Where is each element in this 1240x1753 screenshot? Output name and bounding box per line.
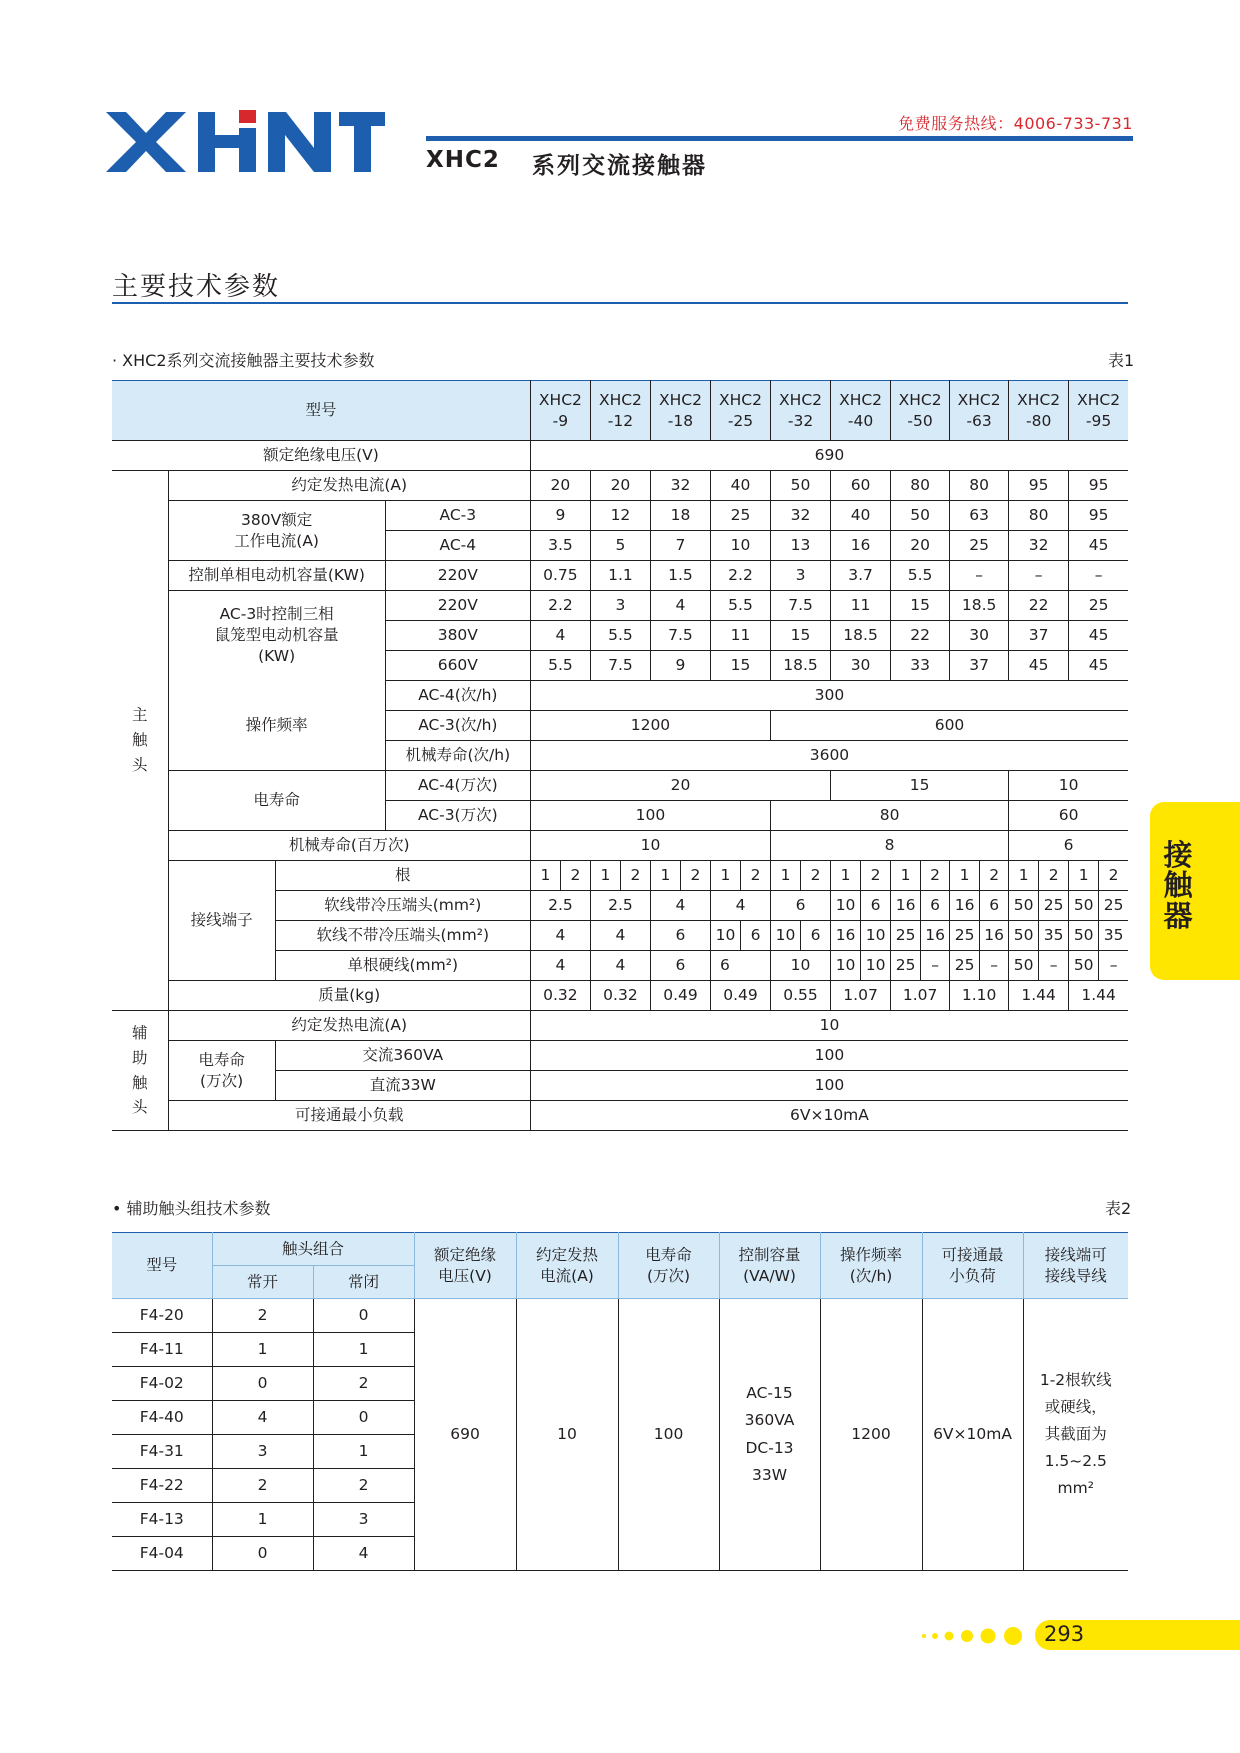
- data-cell: 10: [831, 891, 861, 921]
- data-cell: 6: [650, 921, 710, 951]
- table-row: [112, 861, 1128, 891]
- data-cell: 1: [212, 1503, 313, 1537]
- data-cell: 20: [891, 531, 950, 561]
- data-cell: 2: [212, 1469, 313, 1503]
- model-header: 型号: [112, 381, 530, 441]
- data-cell: 7.5: [771, 591, 831, 621]
- data-cell: 0.75: [530, 561, 590, 591]
- thermal-current-label: 约定发热电流(A): [168, 471, 530, 501]
- table-row: [112, 561, 1128, 591]
- data-cell: 50: [1009, 921, 1039, 951]
- data-cell: 2: [680, 861, 710, 891]
- data-cell: 2: [861, 861, 891, 891]
- table-row: [112, 981, 1128, 1011]
- data-cell: 25: [891, 921, 921, 951]
- table-row: [112, 1233, 1128, 1266]
- ac3-label: AC-3: [385, 501, 530, 531]
- data-cell: 0: [212, 1367, 313, 1401]
- insulation-label: 额定绝缘电压(V): [112, 441, 530, 471]
- data-cell: 16: [921, 921, 950, 951]
- data-cell: 6: [980, 891, 1009, 921]
- data-cell: 1: [313, 1333, 414, 1367]
- model-cell: XHC2 -95: [1069, 381, 1128, 441]
- data-cell: 3: [212, 1435, 313, 1469]
- data-cell: 60: [831, 471, 891, 501]
- data-cell: 80: [771, 801, 1009, 831]
- data-cell: 2: [313, 1367, 414, 1401]
- data-cell: 15: [771, 621, 831, 651]
- product-series-code: XHC2: [426, 147, 500, 173]
- service-hotline: 免费服务热线：4006-733-731: [898, 114, 1133, 133]
- capacity-value: AC-15 360VA DC-13 33W: [719, 1299, 820, 1571]
- data-cell: 6: [771, 891, 831, 921]
- aux-contact-group-table: [112, 1232, 1128, 1571]
- model-cell: XHC2 -50: [891, 381, 950, 441]
- data-cell: 1.5: [650, 561, 710, 591]
- electrical-life-label: 电寿命: [168, 771, 385, 831]
- data-cell: 600: [771, 711, 1128, 741]
- freq-mech-label: 机械寿命(次/h): [385, 741, 530, 771]
- data-cell: 3: [771, 561, 831, 591]
- data-cell: 1: [590, 861, 620, 891]
- three-phase-motor-label: AC-3时控制三相 鼠笼型电动机容量 (KW): [168, 591, 385, 681]
- data-cell: 1.44: [1009, 981, 1069, 1011]
- data-cell: 18.5: [950, 591, 1009, 621]
- data-cell: 1: [650, 861, 680, 891]
- model-cell: XHC2 -40: [831, 381, 891, 441]
- data-cell: 11: [710, 621, 770, 651]
- data-cell: 300: [530, 681, 1128, 711]
- data-cell: 18.5: [771, 651, 831, 681]
- data-cell: 80: [891, 471, 950, 501]
- category-side-tab-label: 接 触 器: [1163, 838, 1193, 933]
- data-cell: 80: [1009, 501, 1069, 531]
- model-cell: XHC2 -32: [771, 381, 831, 441]
- roots-label: 根: [275, 861, 530, 891]
- data-cell: 95: [1069, 501, 1128, 531]
- data-cell: 2: [560, 861, 590, 891]
- data-cell: 1: [212, 1333, 313, 1367]
- data-cell: 9: [530, 501, 590, 531]
- data-cell: 4: [710, 891, 770, 921]
- contact-group-header: 触头组合: [212, 1233, 414, 1266]
- data-cell: 40: [710, 471, 770, 501]
- model-cell: F4-11: [112, 1333, 212, 1367]
- life-ac3-label: AC-3(万次): [385, 801, 530, 831]
- data-cell: 18: [650, 501, 710, 531]
- data-cell: 1.07: [891, 981, 950, 1011]
- mechanical-life-label: 机械寿命(百万次): [168, 831, 530, 861]
- data-cell: 0: [313, 1299, 414, 1333]
- data-cell: 4: [650, 891, 710, 921]
- data-cell: 25: [710, 501, 770, 531]
- data-cell: 6: [801, 921, 831, 951]
- data-cell: 100: [530, 1071, 1128, 1101]
- data-cell: 37: [950, 651, 1009, 681]
- data-cell: 1.07: [831, 981, 891, 1011]
- data-cell: 10: [530, 831, 770, 861]
- data-cell: 2: [980, 861, 1009, 891]
- data-cell: 7: [650, 531, 710, 561]
- data-cell: 0.32: [590, 981, 650, 1011]
- data-cell: 2: [620, 861, 650, 891]
- model-cell: XHC2 -80: [1009, 381, 1069, 441]
- decorative-dots-icon: [920, 1626, 1040, 1646]
- single-motor-label: 控制单相电动机容量(KW): [168, 561, 385, 591]
- table-row: [112, 681, 1128, 711]
- aux-thermal-label: 约定发热电流(A): [168, 1011, 530, 1041]
- data-cell: 10: [710, 531, 770, 561]
- data-cell: 16: [950, 891, 980, 921]
- operating-frequency-label: 操作频率: [168, 681, 385, 771]
- table-row: [112, 1011, 1128, 1041]
- main-parameters-table: [112, 380, 1128, 1131]
- data-cell: 3.5: [530, 531, 590, 561]
- data-cell: –: [980, 951, 1009, 981]
- data-cell: 15: [710, 651, 770, 681]
- data-cell: 15: [891, 591, 950, 621]
- voltage-380-label: 380V: [385, 621, 530, 651]
- model-cell: XHC2 -25: [710, 381, 770, 441]
- data-cell: 60: [1009, 801, 1128, 831]
- data-cell: 45: [1069, 621, 1128, 651]
- data-cell: 18.5: [831, 621, 891, 651]
- data-cell: 50: [891, 501, 950, 531]
- data-cell: 10: [771, 951, 831, 981]
- data-cell: 5.5: [530, 651, 590, 681]
- table-row: [112, 471, 1128, 501]
- data-cell: 4: [530, 621, 590, 651]
- data-cell: 1: [530, 861, 560, 891]
- data-cell: 1: [831, 861, 861, 891]
- data-cell: 6: [861, 891, 891, 921]
- insulation-value: 690: [414, 1299, 516, 1571]
- data-cell: 0.32: [530, 981, 590, 1011]
- data-cell: 1: [313, 1435, 414, 1469]
- data-cell: 25: [1039, 891, 1069, 921]
- data-cell: 25: [1099, 891, 1128, 921]
- model-cell: F4-02: [112, 1367, 212, 1401]
- life-ac4-label: AC-4(万次): [385, 771, 530, 801]
- data-cell: 1: [950, 861, 980, 891]
- data-cell: 1.10: [950, 981, 1009, 1011]
- data-cell: 16: [831, 921, 861, 951]
- data-cell: 25: [950, 531, 1009, 561]
- data-cell: 2: [313, 1469, 414, 1503]
- data-cell: 4: [313, 1537, 414, 1571]
- data-cell: 25: [950, 951, 980, 981]
- freq-ac4-label: AC-4(次/h): [385, 681, 530, 711]
- data-cell: 4: [590, 951, 650, 981]
- header-rule: [426, 136, 1133, 141]
- data-cell: 2: [801, 861, 831, 891]
- freq-ac3-label: AC-3(次/h): [385, 711, 530, 741]
- data-cell: –: [921, 951, 950, 981]
- data-cell: 2: [1099, 861, 1128, 891]
- table-row: [112, 1299, 1128, 1333]
- data-cell: 22: [1009, 591, 1069, 621]
- data-cell: 45: [1069, 531, 1128, 561]
- data-cell: 1: [1009, 861, 1039, 891]
- data-cell: 63: [950, 501, 1009, 531]
- wire-header: 接线端可 接线导线: [1023, 1233, 1128, 1299]
- data-cell: 50: [1009, 951, 1039, 981]
- data-cell: 50: [771, 471, 831, 501]
- main-contact-label: 主 触 头: [112, 471, 168, 1011]
- data-cell: 35: [1099, 921, 1128, 951]
- data-cell: 2.2: [710, 561, 770, 591]
- page-number: 293: [1044, 1622, 1085, 1646]
- data-cell: 50: [1069, 891, 1099, 921]
- data-cell: 3: [590, 591, 650, 621]
- data-cell: 11: [831, 591, 891, 621]
- data-cell: 2.2: [530, 591, 590, 621]
- soft-wire-with-lug-label: 软线带冷压端头(mm²): [275, 891, 530, 921]
- section-rule: [112, 302, 1128, 304]
- data-cell: 2.5: [590, 891, 650, 921]
- model-cell: F4-20: [112, 1299, 212, 1333]
- data-cell: 16: [980, 921, 1009, 951]
- data-cell: 25: [950, 921, 980, 951]
- min-load-header: 可接通最 小负荷: [922, 1233, 1023, 1299]
- frequency-value: 1200: [820, 1299, 922, 1571]
- data-cell: 95: [1069, 471, 1128, 501]
- model-cell: F4-04: [112, 1537, 212, 1571]
- single-hard-wire-label: 单根硬线(mm²): [275, 951, 530, 981]
- data-cell: 100: [530, 1041, 1128, 1071]
- normally-open-header: 常开: [212, 1266, 313, 1299]
- frequency-header: 操作频率 (次/h): [820, 1233, 922, 1299]
- data-cell: 30: [950, 621, 1009, 651]
- data-cell: 5.5: [891, 561, 950, 591]
- xhnt-logo: [104, 106, 386, 176]
- data-cell: 16: [891, 891, 921, 921]
- data-cell: 16: [831, 531, 891, 561]
- data-cell: 32: [771, 501, 831, 531]
- aux-dc-label: 直流33W: [275, 1071, 530, 1101]
- aux-min-load-label: 可接通最小负载: [168, 1101, 530, 1131]
- data-cell: 10: [831, 951, 861, 981]
- data-cell: 10: [530, 1011, 1128, 1041]
- data-cell: 3600: [530, 741, 1128, 771]
- data-cell: 9: [650, 651, 710, 681]
- data-cell: 80: [950, 471, 1009, 501]
- data-cell: 37: [1009, 621, 1069, 651]
- data-cell: 0: [313, 1401, 414, 1435]
- data-cell: 5: [590, 531, 650, 561]
- data-cell: –: [1009, 561, 1069, 591]
- min-load-value: 6V×10mA: [922, 1299, 1023, 1571]
- insulation-header: 额定绝缘 电压(V): [414, 1233, 516, 1299]
- data-cell: 2: [741, 861, 771, 891]
- data-cell: 20: [590, 471, 650, 501]
- data-cell: 1: [710, 861, 740, 891]
- soft-wire-without-lug-label: 软线不带冷压端头(mm²): [275, 921, 530, 951]
- data-cell: 4: [590, 921, 650, 951]
- data-cell: 22: [891, 621, 950, 651]
- data-cell: 1.1: [590, 561, 650, 591]
- data-cell: 0.55: [771, 981, 831, 1011]
- data-cell: 7.5: [590, 651, 650, 681]
- data-cell: 4: [530, 921, 590, 951]
- table2-tag: 表2: [1105, 1199, 1132, 1218]
- data-cell: 4: [212, 1401, 313, 1435]
- aux-life-label: 电寿命 (万次): [168, 1041, 275, 1101]
- table-row: [112, 831, 1128, 861]
- data-cell: 12: [590, 501, 650, 531]
- data-cell: 6: [1009, 831, 1128, 861]
- data-cell: 1: [771, 861, 801, 891]
- model-cell: F4-31: [112, 1435, 212, 1469]
- data-cell: 10: [771, 921, 801, 951]
- model-cell: XHC2 -9: [530, 381, 590, 441]
- table-row: [112, 441, 1128, 471]
- ac4-label: AC-4: [385, 531, 530, 561]
- table2-caption: • 辅助触头组技术参数: [112, 1199, 271, 1218]
- mass-label: 质量(kg): [168, 981, 530, 1011]
- data-cell: 7.5: [650, 621, 710, 651]
- life-header: 电寿命 (万次): [618, 1233, 719, 1299]
- model-cell: F4-40: [112, 1401, 212, 1435]
- data-cell: 20: [530, 471, 590, 501]
- data-cell: 13: [771, 531, 831, 561]
- data-cell: 45: [1069, 651, 1128, 681]
- model-header: 型号: [112, 1233, 212, 1299]
- data-cell: 6: [710, 951, 770, 981]
- data-cell: 6V×10mA: [530, 1101, 1128, 1131]
- model-cell: F4-13: [112, 1503, 212, 1537]
- table1-caption: · XHC2系列交流接触器主要技术参数: [112, 351, 375, 370]
- voltage-660-label: 660V: [385, 651, 530, 681]
- data-cell: 0.49: [710, 981, 770, 1011]
- life-value: 100: [618, 1299, 719, 1571]
- data-cell: 35: [1039, 921, 1069, 951]
- data-cell: 32: [650, 471, 710, 501]
- data-cell: 0: [212, 1537, 313, 1571]
- data-cell: 4: [530, 951, 590, 981]
- model-cell: XHC2 -18: [650, 381, 710, 441]
- table-row: [112, 501, 1128, 531]
- data-cell: 6: [650, 951, 710, 981]
- data-cell: 1.44: [1069, 981, 1128, 1011]
- model-cell: XHC2 -63: [950, 381, 1009, 441]
- voltage-220-label: 220V: [385, 591, 530, 621]
- data-cell: 50: [1069, 951, 1099, 981]
- data-cell: 1200: [530, 711, 770, 741]
- data-cell: 4: [650, 591, 710, 621]
- data-cell: 1: [1069, 861, 1099, 891]
- data-cell: 1: [891, 861, 921, 891]
- data-cell: 3.7: [831, 561, 891, 591]
- table-row: [112, 381, 1128, 441]
- data-cell: 20: [530, 771, 830, 801]
- table-row: [112, 591, 1128, 621]
- data-cell: 5.5: [590, 621, 650, 651]
- data-cell: 50: [1009, 891, 1039, 921]
- data-cell: 5.5: [710, 591, 770, 621]
- data-cell: 2.5: [530, 891, 590, 921]
- data-cell: 45: [1009, 651, 1069, 681]
- data-cell: 3: [313, 1503, 414, 1537]
- terminal-label: 接线端子: [168, 861, 275, 981]
- data-cell: 30: [831, 651, 891, 681]
- data-cell: 25: [1069, 591, 1128, 621]
- table1-tag: 表1: [1108, 351, 1135, 370]
- data-cell: 0.49: [650, 981, 710, 1011]
- data-cell: 2: [212, 1299, 313, 1333]
- data-cell: 15: [831, 771, 1009, 801]
- data-cell: 32: [1009, 531, 1069, 561]
- thermal-value: 10: [516, 1299, 618, 1571]
- data-cell: 2: [921, 861, 950, 891]
- data-cell: 10: [1009, 771, 1128, 801]
- model-cell: F4-22: [112, 1469, 212, 1503]
- single-motor-voltage: 220V: [385, 561, 530, 591]
- data-cell: 8: [771, 831, 1009, 861]
- wire-value: 1-2根软线 或硬线， 其截面为 1.5~2.5 mm²: [1023, 1299, 1128, 1571]
- data-cell: 40: [831, 501, 891, 531]
- data-cell: 50: [1069, 921, 1099, 951]
- aux-ac-label: 交流360VA: [275, 1041, 530, 1071]
- data-cell: 33: [891, 651, 950, 681]
- insulation-value: 690: [530, 441, 1128, 471]
- data-cell: 6: [741, 921, 771, 951]
- data-cell: 10: [861, 951, 891, 981]
- model-cell: XHC2 -12: [590, 381, 650, 441]
- product-series-title: 系列交流接触器: [532, 153, 707, 179]
- operating-current-label: 380V额定 工作电流(A): [168, 501, 385, 561]
- table-row: [112, 771, 1128, 801]
- data-cell: –: [1099, 951, 1128, 981]
- data-cell: 95: [1009, 471, 1069, 501]
- data-cell: 2: [1039, 861, 1069, 891]
- data-cell: 10: [710, 921, 740, 951]
- capacity-header: 控制容量 (VA/W): [719, 1233, 820, 1299]
- data-cell: 100: [530, 801, 770, 831]
- normally-closed-header: 常闭: [313, 1266, 414, 1299]
- data-cell: 10: [861, 921, 891, 951]
- table-row: [112, 1041, 1128, 1071]
- data-cell: 6: [921, 891, 950, 921]
- data-cell: –: [950, 561, 1009, 591]
- data-cell: 25: [891, 951, 921, 981]
- section-title: 主要技术参数: [112, 272, 281, 302]
- table-row: [112, 1101, 1128, 1131]
- data-cell: –: [1069, 561, 1128, 591]
- data-cell: –: [1039, 951, 1069, 981]
- aux-contact-label: 辅 助 触 头: [112, 1011, 168, 1131]
- thermal-header: 约定发热 电流(A): [516, 1233, 618, 1299]
